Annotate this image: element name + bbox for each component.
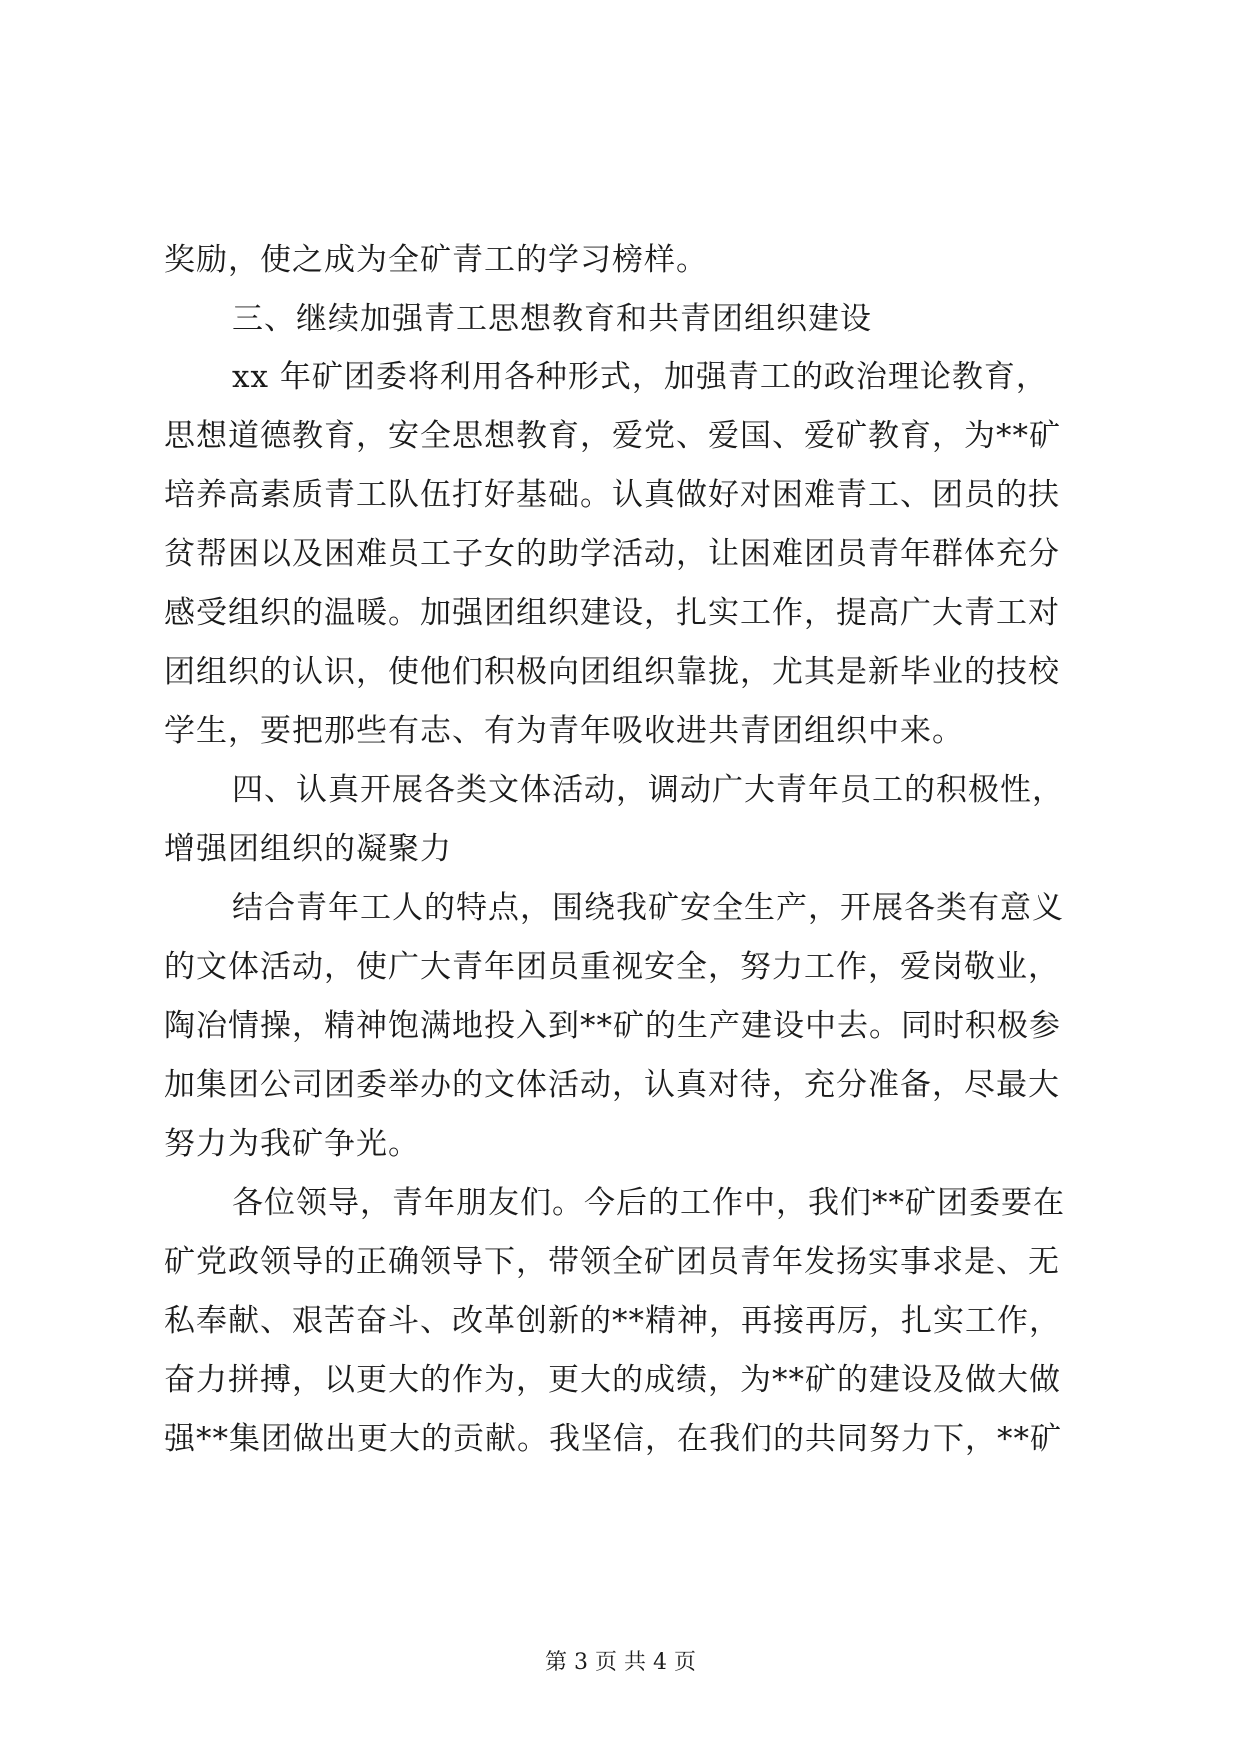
paragraph-line: 各位领导，青年朋友们。今后的工作中，我们**矿团委要在 — [232, 1185, 1065, 1221]
paragraph-line: 奋力拼搏，以更大的作为，更大的成绩，为**矿的建设及做大做 — [164, 1362, 1061, 1398]
paragraph-line: 奖励，使之成为全矿青工的学习榜样。 — [164, 242, 708, 278]
paragraph-line: 努力为我矿争光。 — [164, 1126, 420, 1162]
section-heading-4-cont: 增强团组织的凝聚力 — [164, 831, 452, 867]
section-heading-4: 四、认真开展各类文体活动，调动广大青年员工的积极性， — [232, 772, 1064, 808]
section-heading-3: 三、继续加强青工思想教育和共青团组织建设 — [232, 301, 872, 337]
paragraph-line: 私奉献、艰苦奋斗、改革创新的**精神，再接再厉，扎实工作， — [164, 1303, 1061, 1339]
paragraph-line: 的文体活动，使广大青年团员重视安全，努力工作，爱岗敬业， — [164, 949, 1060, 985]
paragraph-line: 培养高素质青工队伍打好基础。认真做好对困难青工、团员的扶 — [164, 477, 1060, 513]
paragraph-line: 学生，要把那些有志、有为青年吸收进共青团组织中来。 — [164, 713, 964, 749]
paragraph-line: 思想道德教育，安全思想教育，爱党、爱国、爱矿教育，为**矿 — [164, 418, 1061, 454]
paragraph-line: 矿党政领导的正确领导下，带领全矿团员青年发扬实事求是、无 — [164, 1244, 1060, 1280]
paragraph-line: 结合青年工人的特点，围绕我矿安全生产，开展各类有意义 — [232, 890, 1064, 926]
paragraph-line: 团组织的认识，使他们积极向团组织靠拢，尤其是新毕业的技校 — [164, 654, 1060, 690]
page-footer: 第 3 页 共 4 页 — [545, 1650, 696, 1675]
paragraph-line: 陶冶情操，精神饱满地投入到**矿的生产建设中去。同时积极参 — [164, 1008, 1061, 1044]
paragraph-line: 贫帮困以及困难员工子女的助学活动，让困难团员青年群体充分 — [164, 536, 1060, 572]
paragraph-line: 加集团公司团委举办的文体活动，认真对待，充分准备，尽最大 — [164, 1067, 1060, 1103]
paragraph-line: 强**集团做出更大的贡献。我坚信，在我们的共同努力下，**矿 — [164, 1421, 1062, 1457]
paragraph-line: 感受组织的温暖。加强团组织建设，扎实工作，提高广大青工对 — [164, 595, 1060, 631]
paragraph-line: xx 年矿团委将利用各种形式，加强青工的政治理论教育， — [232, 359, 1048, 395]
